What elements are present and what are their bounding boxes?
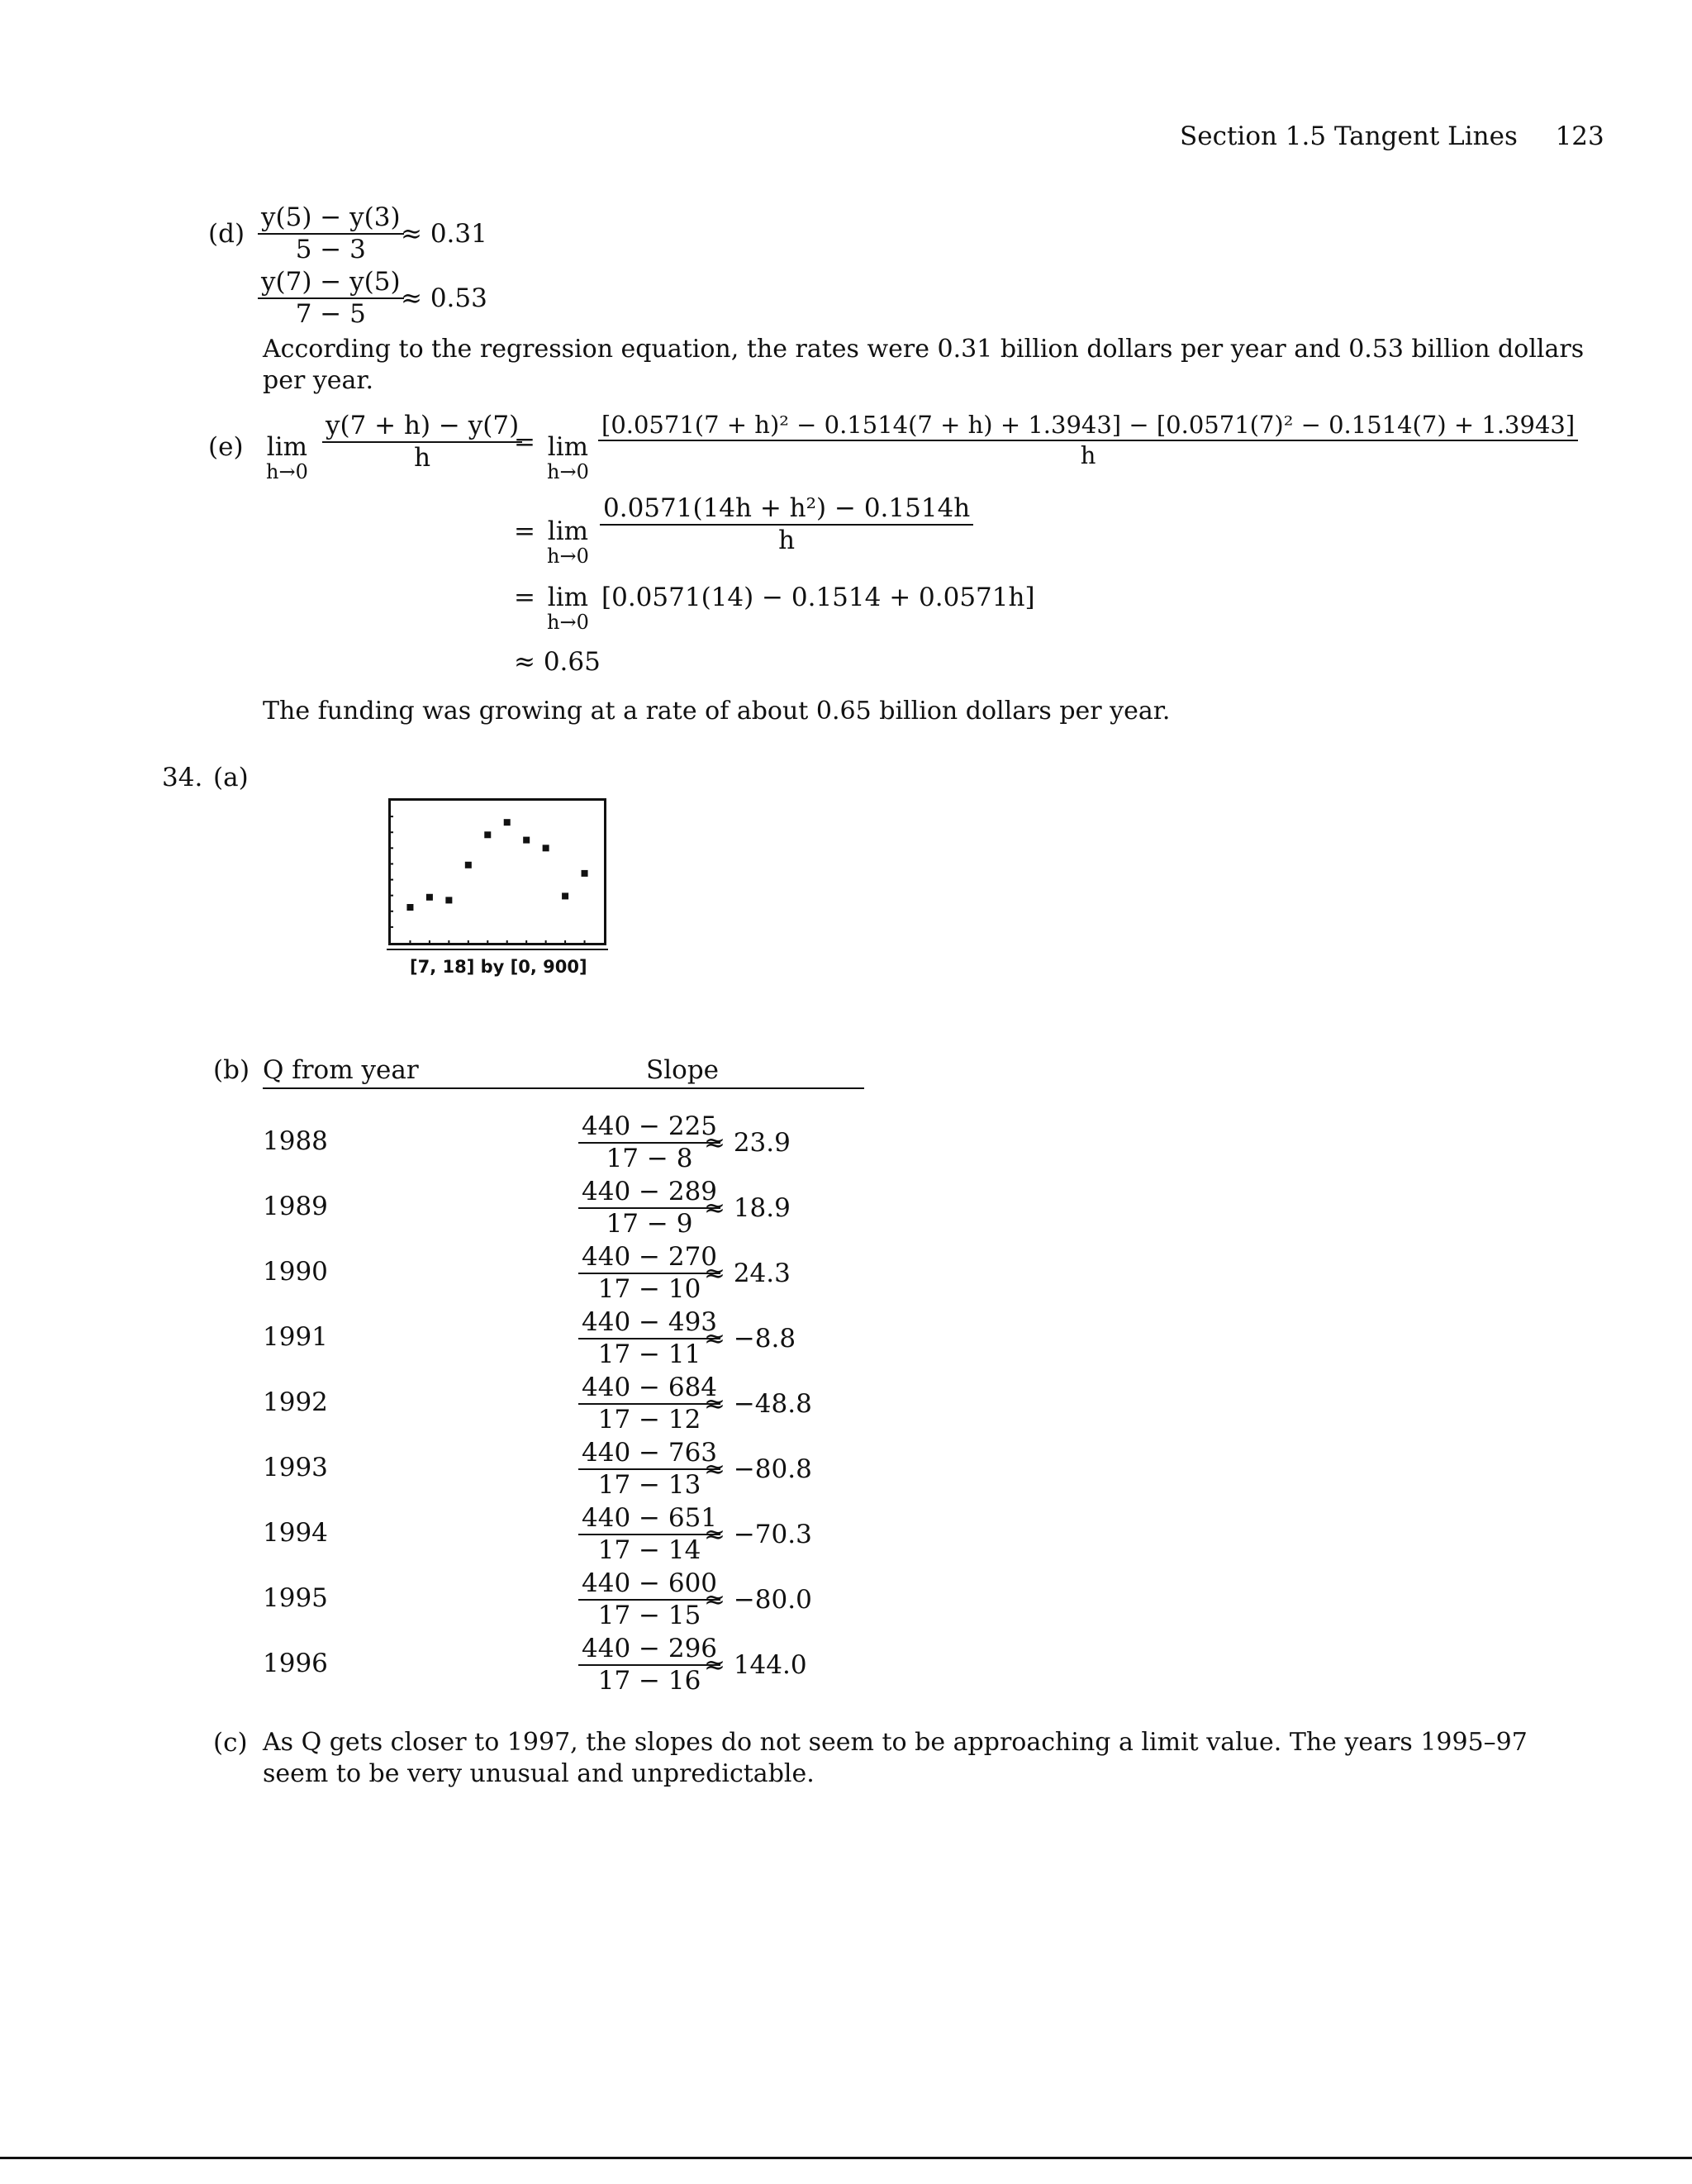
problem-number: 34. [162, 763, 203, 792]
scatter-point [543, 845, 549, 851]
y-axis-tick [391, 863, 393, 864]
denominator: 17 − 11 [597, 1339, 701, 1369]
denominator: 17 − 10 [597, 1274, 701, 1304]
equals-sign: = [514, 427, 535, 457]
limit-operator: lim h→0 [547, 432, 589, 483]
slope-value: ≈ −70.3 [704, 1520, 812, 1549]
equals-sign: = [514, 516, 535, 546]
x-axis-tick [429, 940, 430, 943]
part-b-label: (b) [213, 1055, 250, 1085]
scatter-point [504, 819, 511, 826]
slope-fraction [578, 1244, 720, 1302]
column-header-year: Q from year [263, 1055, 419, 1085]
part-e-conclusion: The funding was growing at a rate of about 0.65 billion dollars per year. [263, 697, 1171, 726]
x-axis-tick [487, 940, 488, 943]
plot-window-caption: [7, 18] by [0, 900] [410, 957, 587, 977]
table-year-cell: 1990 [263, 1257, 328, 1287]
slope-fraction [578, 1307, 720, 1369]
numerator: 440 − 270 [578, 1244, 720, 1274]
page-bottom-rule [0, 2157, 1692, 2159]
numerator: [0.0571(7 + h)² − 0.1514(7 + h) + 1.3943] − [0.0571(7)² − 0.1514(7) + 1.3943] [598, 413, 1578, 441]
denominator: 5 − 3 [295, 235, 366, 264]
slope-value: ≈ −80.8 [704, 1454, 812, 1484]
slope-fraction [578, 1568, 720, 1630]
x-axis-tick [448, 940, 449, 943]
denominator: 17 − 14 [597, 1535, 701, 1565]
table-year-cell: 1991 [263, 1322, 328, 1352]
equals-sign: = [514, 583, 535, 612]
table-year-cell: 1993 [263, 1453, 328, 1482]
part-d-text-line-2: per year. [263, 366, 374, 395]
table-year-cell: 1995 [263, 1583, 328, 1613]
numerator: 440 − 651 [578, 1506, 720, 1535]
x-axis-tick [525, 940, 527, 943]
table-year-cell: 1989 [263, 1192, 328, 1221]
denominator: 17 − 12 [597, 1405, 701, 1435]
part-e-label: (e) [208, 432, 244, 462]
table-year-cell: 1992 [263, 1387, 328, 1417]
numerator: y(5) − y(3) [258, 205, 404, 235]
limit-operator: lim h→0 [547, 583, 589, 634]
slope-value: ≈ 18.9 [704, 1193, 791, 1223]
denominator: 17 − 13 [597, 1470, 701, 1500]
limit-operator: lim h→0 [266, 432, 308, 483]
x-axis-tick [545, 940, 547, 943]
numerator: y(7 + h) − y(7) [322, 413, 522, 443]
x-axis-tick [468, 940, 469, 943]
denominator: 17 − 9 [606, 1209, 693, 1239]
denominator: 7 − 5 [295, 299, 366, 329]
part-d-label: (d) [208, 219, 245, 249]
x-axis-tick [409, 940, 411, 943]
y-axis-tick [391, 911, 393, 912]
part-e-result: ≈ 0.65 [514, 647, 601, 677]
part-e-fraction-2 [598, 413, 1578, 468]
part-e-fraction-3 [600, 493, 973, 555]
running-header [1180, 121, 1604, 151]
column-header-slope: Slope [646, 1055, 720, 1085]
numerator: 440 − 289 [578, 1179, 720, 1209]
table-year-cell: 1996 [263, 1649, 328, 1678]
y-axis-tick [391, 831, 393, 833]
scatter-plot-window [388, 798, 606, 945]
x-axis-tick [584, 940, 586, 943]
denominator: 17 − 15 [597, 1601, 701, 1630]
numerator: 0.0571(14h + h²) − 0.1514h [600, 496, 973, 526]
limit-operator: lim h→0 [547, 516, 589, 568]
slope-value: ≈ 24.3 [704, 1259, 791, 1288]
part-a-label: (a) [213, 763, 249, 792]
y-axis-tick [391, 926, 393, 928]
table-year-cell: 1988 [263, 1126, 328, 1156]
scatter-point [523, 837, 530, 844]
slope-fraction [578, 1375, 720, 1433]
y-axis-tick [391, 847, 393, 849]
x-axis-tick [506, 940, 508, 943]
numerator: 440 − 684 [578, 1375, 720, 1405]
scatter-point [582, 870, 588, 877]
y-axis-tick [391, 895, 393, 897]
denominator: h [1080, 441, 1096, 469]
denominator: h [414, 443, 431, 473]
part-c-label: (c) [213, 1728, 248, 1758]
numerator: 440 − 296 [578, 1636, 720, 1666]
slope-fraction [578, 1636, 720, 1694]
slope-value: ≈ −80.0 [704, 1585, 812, 1615]
slope-fraction [578, 1440, 720, 1498]
x-axis-tick [564, 940, 566, 943]
numerator: y(7) − y(5) [258, 269, 404, 299]
numerator: 440 − 225 [578, 1114, 720, 1144]
part-c-text-line-1: As Q gets closer to 1997, the slopes do not seem to be approaching a limit value. The years 1995–97 [263, 1728, 1528, 1757]
part-d-fraction-2 [258, 269, 404, 327]
part-e-expression-3: [0.0571(14) − 0.1514 + 0.0571h] [601, 583, 1035, 612]
numerator: 440 − 763 [578, 1440, 720, 1470]
table-header-rule [263, 1087, 864, 1089]
slope-value: ≈ −48.8 [704, 1389, 812, 1419]
slope-value: ≈ 23.9 [704, 1128, 791, 1158]
slope-fraction [578, 1111, 720, 1173]
slope-value: ≈ −8.8 [704, 1324, 796, 1354]
denominator: 17 − 16 [597, 1666, 701, 1696]
y-axis-tick [391, 816, 393, 817]
part-d-value-1: ≈ 0.31 [401, 219, 487, 249]
numerator: 440 − 600 [578, 1571, 720, 1601]
slope-value: ≈ 144.0 [704, 1650, 807, 1680]
numerator: 440 − 493 [578, 1310, 720, 1339]
scatter-point [465, 862, 472, 868]
scatter-point [484, 831, 491, 838]
y-axis-tick [391, 879, 393, 881]
part-e-fraction-1 [322, 413, 522, 471]
scatter-point [445, 897, 452, 903]
scatter-point [406, 904, 413, 911]
part-c-text-line-2: seem to be very unusual and unpredictable. [263, 1759, 815, 1788]
slope-fraction [578, 1179, 720, 1237]
section-title: Section 1.5 Tangent Lines [1180, 121, 1518, 151]
part-d-fraction-1 [258, 202, 404, 264]
scatter-point [562, 892, 568, 899]
table-year-cell: 1994 [263, 1518, 328, 1548]
scatter-point [426, 894, 433, 901]
denominator: h [778, 526, 796, 555]
page-number: 123 [1555, 121, 1604, 151]
part-d-text-line-1: According to the regression equation, the rates were 0.31 billion dollars per year and 0.53 billion dollars [263, 335, 1585, 364]
part-d-value-2: ≈ 0.53 [401, 283, 487, 313]
denominator: 17 − 8 [606, 1144, 693, 1173]
scatter-plot [391, 801, 604, 943]
plot-baseline [387, 949, 608, 950]
slope-fraction [578, 1503, 720, 1565]
